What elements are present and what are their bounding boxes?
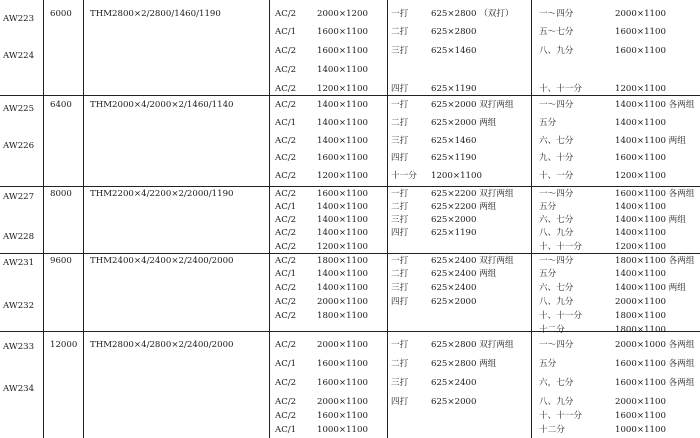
table-cell-hitsize: 625×2800 双打两组 bbox=[431, 340, 514, 350]
table-cell-ac: AC/2 bbox=[275, 65, 297, 75]
length-value: 8000 bbox=[50, 189, 72, 199]
spec-value: THM2800×2/2800/1460/1190 bbox=[90, 9, 221, 19]
table-cell-divsize: 1600×1100 bbox=[615, 46, 666, 56]
table-cell-size1: 1400×1100 bbox=[317, 118, 368, 128]
table-cell-divsize: 1400×1100 bbox=[615, 269, 666, 279]
table-cell-size1: 1600×1100 bbox=[317, 189, 368, 199]
table-cell-size1: 2000×1200 bbox=[317, 9, 368, 19]
model-code: AW228 bbox=[3, 232, 35, 242]
table-cell-hit: 三打 bbox=[391, 283, 409, 293]
table-cell-ac: AC/2 bbox=[275, 100, 297, 110]
table-cell-divsize: 2000×1000 各两组 bbox=[615, 340, 695, 350]
table-cell-hit: 一打 bbox=[391, 100, 409, 110]
table-cell-ac: AC/2 bbox=[275, 340, 297, 350]
table-cell-ac: AC/1 bbox=[275, 269, 297, 279]
table-cell-ac: AC/1 bbox=[275, 425, 297, 435]
table-cell-div: 一～四分 bbox=[539, 189, 574, 199]
table-cell-divsize: 1600×1100 各两组 bbox=[615, 189, 695, 199]
table-cell-size1: 1600×1100 bbox=[317, 378, 368, 388]
table-cell-ac: AC/2 bbox=[275, 311, 297, 321]
table-cell-ac: AC/1 bbox=[275, 202, 297, 212]
table-cell-hitsize: 625×1190 bbox=[431, 153, 477, 163]
table-cell-ac: AC/2 bbox=[275, 136, 297, 146]
table-cell-hitsize: 625×2800 bbox=[431, 27, 477, 37]
column-divider bbox=[387, 0, 388, 438]
model-code: AW232 bbox=[3, 301, 35, 311]
table-cell-ac: AC/1 bbox=[275, 359, 297, 369]
table-cell-divsize: 1800×1100 bbox=[615, 325, 666, 335]
spec-value: THM2400×4/2400×2/2400/2000 bbox=[90, 256, 234, 266]
table-cell-div: 六，七分 bbox=[539, 378, 574, 388]
table-cell-size1: 1000×1100 bbox=[317, 425, 368, 435]
table-cell-div: 八、九分 bbox=[539, 228, 574, 238]
table-cell-ac: AC/2 bbox=[275, 46, 297, 56]
table-cell-divsize: 1200×1100 bbox=[615, 84, 666, 94]
table-cell-div: 九、十分 bbox=[539, 153, 574, 163]
table-cell-ac: AC/2 bbox=[275, 9, 297, 19]
table-cell-hit: 二打 bbox=[391, 202, 409, 212]
table-cell-divsize: 1400×1100 两组 bbox=[615, 283, 686, 293]
table-cell-divsize: 2000×1100 bbox=[615, 9, 666, 19]
table-cell-size1: 1200×1100 bbox=[317, 171, 368, 181]
column-divider bbox=[83, 0, 84, 438]
table-cell-div: 六、七分 bbox=[539, 136, 574, 146]
table-cell-hit: 二打 bbox=[391, 118, 409, 128]
column-divider bbox=[531, 0, 532, 438]
table-cell-hit: 四打 bbox=[391, 297, 409, 307]
column-divider bbox=[269, 0, 270, 438]
table-cell-hitsize: 625×2000 bbox=[431, 297, 477, 307]
table-cell-div: 八、九分 bbox=[539, 46, 574, 56]
length-value: 12000 bbox=[50, 340, 78, 350]
table-cell-divsize: 1400×1100 两组 bbox=[615, 136, 686, 146]
table-cell-hitsize: 625×2000 两组 bbox=[431, 118, 497, 128]
table-cell-size1: 1200×1100 bbox=[317, 242, 368, 252]
table-cell-divsize: 1600×1100 bbox=[615, 411, 666, 421]
table-cell-size1: 1400×1100 bbox=[317, 228, 368, 238]
table-cell-divsize: 1400×1100 bbox=[615, 118, 666, 128]
model-code: AW224 bbox=[3, 51, 35, 61]
table-cell-divsize: 1400×1100 bbox=[615, 202, 666, 212]
table-cell-div: 五～七分 bbox=[539, 27, 574, 37]
table-cell-hitsize: 625×2000 bbox=[431, 397, 477, 407]
table-cell-size1: 1400×1100 bbox=[317, 269, 368, 279]
table-cell-hitsize: 625×2200 两组 bbox=[431, 202, 497, 212]
table-cell-divsize: 1600×1100 bbox=[615, 27, 666, 37]
table-cell-ac: AC/2 bbox=[275, 189, 297, 199]
table-cell-ac: AC/2 bbox=[275, 228, 297, 238]
table-cell-hitsize: 625×2400 bbox=[431, 378, 477, 388]
table-cell-div: 八、九分 bbox=[539, 297, 574, 307]
table-cell-ac: AC/1 bbox=[275, 27, 297, 37]
table-cell-div: 五分 bbox=[539, 202, 557, 212]
table-cell-hitsize: 625×2800 （双打） bbox=[431, 9, 514, 19]
length-value: 6000 bbox=[50, 9, 72, 19]
table-cell-divsize: 2000×1100 bbox=[615, 397, 666, 407]
table-cell-divsize: 1600×1100 bbox=[615, 153, 666, 163]
table-cell-ac: AC/2 bbox=[275, 411, 297, 421]
table-cell-hitsize: 625×2200 双打两组 bbox=[431, 189, 514, 199]
table-cell-hitsize: 625×2400 双打两组 bbox=[431, 256, 514, 266]
table-cell-divsize: 1800×1100 bbox=[615, 311, 666, 321]
table-cell-divsize: 1200×1100 bbox=[615, 171, 666, 181]
table-cell-hit: 一打 bbox=[391, 9, 409, 19]
table-cell-hit: 一打 bbox=[391, 256, 409, 266]
table-cell-divsize: 1400×1100 bbox=[615, 228, 666, 238]
table-cell-hit: 三打 bbox=[391, 136, 409, 146]
table-cell-hit: 四打 bbox=[391, 84, 409, 94]
table-cell-size1: 1800×1100 bbox=[317, 311, 368, 321]
model-code: AW231 bbox=[3, 258, 35, 268]
table-cell-size1: 1400×1100 bbox=[317, 100, 368, 110]
table-cell-hit: 四打 bbox=[391, 228, 409, 238]
table-cell-div: 一～四分 bbox=[539, 9, 574, 19]
table-cell-hitsize: 625×2000 bbox=[431, 215, 477, 225]
table-cell-div: 十、十一分 bbox=[539, 242, 582, 252]
table-cell-size1: 1400×1100 bbox=[317, 202, 368, 212]
table-cell-hitsize: 625×2000 双打两组 bbox=[431, 100, 514, 110]
table-cell-hitsize: 625×1190 bbox=[431, 228, 477, 238]
group-divider bbox=[0, 186, 700, 187]
table-cell-ac: AC/2 bbox=[275, 171, 297, 181]
model-code: AW233 bbox=[3, 342, 35, 352]
length-value: 9600 bbox=[50, 256, 72, 266]
table-cell-div: 一～四分 bbox=[539, 340, 574, 350]
table-cell-divsize: 1200×1100 bbox=[615, 242, 666, 252]
table-cell-size1: 1200×1100 bbox=[317, 84, 368, 94]
model-code: AW227 bbox=[3, 192, 35, 202]
table-cell-size1: 1600×1100 bbox=[317, 27, 368, 37]
table-cell-div: 五分 bbox=[539, 359, 557, 369]
table-cell-size1: 2000×1100 bbox=[317, 297, 368, 307]
table-cell-divsize: 1600×1100 各两组 bbox=[615, 359, 695, 369]
table-cell-ac: AC/1 bbox=[275, 118, 297, 128]
table-cell-size1: 1600×1100 bbox=[317, 46, 368, 56]
spec-value: THM2000×4/2000×2/1460/1140 bbox=[90, 100, 234, 110]
table-cell-ac: AC/2 bbox=[275, 297, 297, 307]
table-cell-ac: AC/2 bbox=[275, 215, 297, 225]
length-value: 6400 bbox=[50, 100, 72, 110]
table-cell-ac: AC/2 bbox=[275, 153, 297, 163]
table-cell-size1: 1600×1100 bbox=[317, 359, 368, 369]
table-cell-hit: 一打 bbox=[391, 340, 409, 350]
table-cell-ac: AC/2 bbox=[275, 397, 297, 407]
table-cell-size1: 2000×1100 bbox=[317, 340, 368, 350]
group-divider bbox=[0, 95, 700, 96]
table-cell-hitsize: 1200×1100 bbox=[431, 171, 482, 181]
table-cell-divsize: 1600×1100 各两组 bbox=[615, 378, 695, 388]
table-cell-divsize: 1800×1100 各两组 bbox=[615, 256, 695, 266]
table-cell-size1: 1600×1100 bbox=[317, 153, 368, 163]
table-cell-hit: 二打 bbox=[391, 27, 409, 37]
table-cell-div: 一～四分 bbox=[539, 100, 574, 110]
table-cell-div: 六、七分 bbox=[539, 283, 574, 293]
table-cell-ac: AC/2 bbox=[275, 242, 297, 252]
table-cell-hitsize: 625×2800 两组 bbox=[431, 359, 497, 369]
table-cell-ac: AC/2 bbox=[275, 256, 297, 266]
table-cell-hitsize: 625×1190 bbox=[431, 84, 477, 94]
table-cell-size1: 1400×1100 bbox=[317, 215, 368, 225]
table-cell-div: 十、一分 bbox=[539, 171, 574, 181]
table-cell-hit: 一打 bbox=[391, 189, 409, 199]
spec-value: THM2200×4/2200×2/2000/1190 bbox=[90, 189, 234, 199]
table-cell-size1: 1400×1100 bbox=[317, 136, 368, 146]
table-cell-hitsize: 625×1460 bbox=[431, 136, 477, 146]
table-cell-div: 八、九分 bbox=[539, 397, 574, 407]
table-cell-size1: 1800×1100 bbox=[317, 256, 368, 266]
table-cell-hit: 二打 bbox=[391, 359, 409, 369]
table-cell-divsize: 2000×1100 bbox=[615, 297, 666, 307]
table-cell-hit: 三打 bbox=[391, 378, 409, 388]
model-code: AW225 bbox=[3, 104, 35, 114]
table-cell-div: 五分 bbox=[539, 269, 557, 279]
table-cell-hit: 四打 bbox=[391, 153, 409, 163]
table-cell-div: 十二分 bbox=[539, 425, 565, 435]
group-divider bbox=[0, 253, 700, 254]
table-cell-divsize: 1400×1100 两组 bbox=[615, 215, 686, 225]
table-cell-div: 十、十一分 bbox=[539, 311, 582, 321]
table-cell-hit: 十一分 bbox=[391, 171, 417, 181]
table-cell-hit: 三打 bbox=[391, 46, 409, 56]
table-cell-hitsize: 625×1460 bbox=[431, 46, 477, 56]
table-cell-div: 一～四分 bbox=[539, 256, 574, 266]
table-cell-ac: AC/2 bbox=[275, 84, 297, 94]
table-cell-div: 六、七分 bbox=[539, 215, 574, 225]
table-cell-divsize: 1400×1100 各两组 bbox=[615, 100, 695, 110]
table-cell-size1: 1600×1100 bbox=[317, 411, 368, 421]
table-cell-div: 五分 bbox=[539, 118, 557, 128]
table-cell-div: 十、十一分 bbox=[539, 411, 582, 421]
group-divider bbox=[0, 331, 700, 332]
column-divider bbox=[43, 0, 44, 438]
table-cell-size1: 1400×1100 bbox=[317, 283, 368, 293]
table-cell-hit: 三打 bbox=[391, 215, 409, 225]
spec-value: THM2800×4/2800×2/2400/2000 bbox=[90, 340, 234, 350]
table-cell-hitsize: 625×2400 bbox=[431, 283, 477, 293]
model-code: AW234 bbox=[3, 384, 35, 394]
table-cell-div: 十二分 bbox=[539, 325, 565, 335]
table-cell-size1: 1400×1100 bbox=[317, 65, 368, 75]
table-cell-divsize: 1000×1100 bbox=[615, 425, 666, 435]
model-code: AW226 bbox=[3, 141, 35, 151]
table-cell-hit: 四打 bbox=[391, 397, 409, 407]
table-cell-ac: AC/2 bbox=[275, 283, 297, 293]
table-cell-hit: 二打 bbox=[391, 269, 409, 279]
table-cell-div: 十、十一分 bbox=[539, 84, 582, 94]
model-code: AW223 bbox=[3, 14, 35, 24]
table-cell-size1: 2000×1100 bbox=[317, 397, 368, 407]
table-cell-hitsize: 625×2400 两组 bbox=[431, 269, 497, 279]
table-cell-ac: AC/2 bbox=[275, 378, 297, 388]
